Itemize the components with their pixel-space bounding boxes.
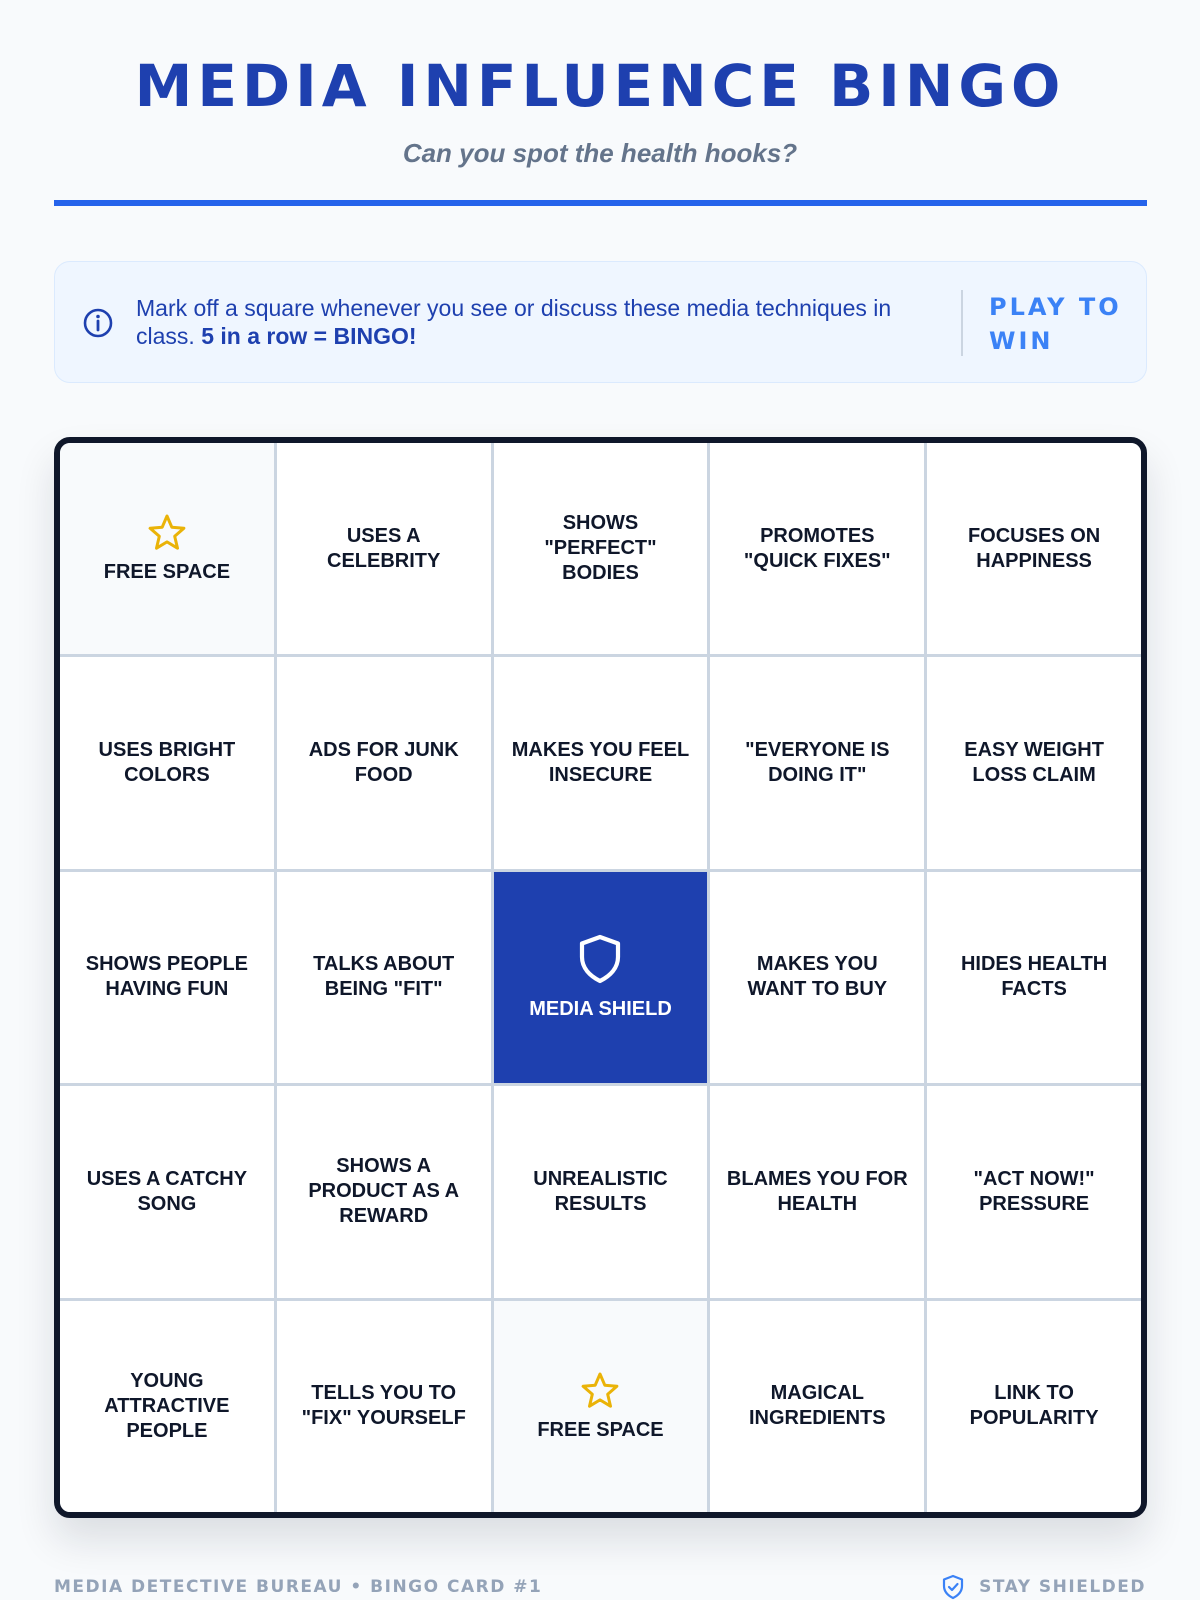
footer-tagline	[941, 1574, 1146, 1600]
bingo-cell-label: "EVERYONE IS DOING IT"	[745, 739, 890, 787]
bingo-cell-label: LINK TO POPULARITY	[969, 1382, 1099, 1430]
bingo-cell[interactable]	[494, 443, 708, 654]
bingo-cell-label: MEDIA SHIELD	[529, 997, 672, 1020]
bingo-cell-label: FREE SPACE	[537, 1418, 664, 1441]
banner-divider	[961, 290, 963, 356]
bingo-cell[interactable]	[60, 1301, 274, 1512]
bingo-cell[interactable]	[927, 1086, 1141, 1297]
bingo-cell-label: MAGICAL INGREDIENTS	[748, 1382, 886, 1430]
footer-credit: MEDIA DETECTIVE BUREAU • BINGO CARD #1	[54, 1577, 543, 1597]
bingo-cell[interactable]	[277, 1301, 491, 1512]
instructions-body: Mark off a square whenever you see or discuss these media techniques in class.	[136, 295, 892, 349]
bingo-cell[interactable]	[277, 872, 491, 1083]
instructions-text	[136, 294, 936, 350]
instructions-emphasis: 5 in a row = BINGO!	[201, 323, 417, 349]
bingo-cell[interactable]	[710, 872, 924, 1083]
page-subtitle: Can you spot the health hooks?	[402, 138, 798, 168]
center-cell[interactable]	[494, 872, 708, 1083]
bingo-cell[interactable]	[927, 443, 1141, 654]
bingo-cell-label: USES A CATCHY SONG	[86, 1167, 248, 1215]
bingo-cell-label: EASY WEIGHT LOSS CLAIM	[964, 739, 1104, 787]
bingo-cell[interactable]	[710, 1301, 924, 1512]
bingo-cell[interactable]	[710, 443, 924, 654]
info-icon	[82, 307, 114, 339]
star-icon	[579, 1370, 621, 1412]
free-space-cell[interactable]	[60, 443, 274, 654]
bingo-cell-label: "ACT NOW!" PRESSURE	[973, 1167, 1095, 1215]
free-space-cell[interactable]	[494, 1301, 708, 1512]
shield-check-icon	[941, 1574, 965, 1600]
bingo-cell[interactable]	[927, 872, 1141, 1083]
bingo-cell-label: SHOWS "PERFECT" BODIES	[544, 512, 657, 585]
bingo-cell[interactable]	[927, 1301, 1141, 1512]
bingo-cell[interactable]	[710, 657, 924, 868]
bingo-cell[interactable]	[494, 1086, 708, 1297]
bingo-cell[interactable]	[494, 657, 708, 868]
star-icon	[146, 512, 188, 554]
bingo-cell[interactable]	[60, 872, 274, 1083]
bingo-cell-label: MAKES YOU FEEL INSECURE	[511, 739, 690, 787]
bingo-cell-label: SHOWS PEOPLE HAVING FUN	[85, 953, 249, 1001]
instructions-banner	[54, 261, 1147, 383]
bingo-cell-label: UNREALISTIC RESULTS	[533, 1167, 668, 1215]
bingo-cell-label: TALKS ABOUT BEING "FIT"	[313, 953, 455, 1001]
bingo-cell-label: PROMOTES "QUICK FIXES"	[743, 524, 891, 572]
bingo-cell[interactable]	[277, 443, 491, 654]
bingo-cell-label: BLAMES YOU FOR HEALTH	[726, 1167, 908, 1215]
bingo-cell[interactable]	[277, 657, 491, 868]
bingo-cell-label: USES A CELEBRITY	[327, 524, 441, 572]
bingo-card	[54, 437, 1147, 1518]
bingo-cell-label: SHOWS A PRODUCT AS A REWARD	[308, 1155, 460, 1228]
bingo-cell-label: FOCUSES ON HAPPINESS	[967, 524, 1101, 572]
bingo-cell-label: USES BRIGHT COLORS	[98, 739, 236, 787]
bingo-cell-label: HIDES HEALTH FACTS	[960, 953, 1108, 1001]
page-title: MEDIA INFLUENCE BINGO	[134, 52, 1066, 120]
bingo-cell[interactable]	[60, 657, 274, 868]
bingo-cell-label: TELLS YOU TO "FIX" YOURSELF	[301, 1382, 466, 1430]
bingo-cell-label: MAKES YOU WANT TO BUY	[747, 953, 888, 1001]
footer-tagline-text: STAY SHIELDED	[979, 1577, 1146, 1597]
bingo-cell[interactable]	[60, 1086, 274, 1297]
shield-icon	[576, 933, 624, 985]
bingo-cell-label: YOUNG ATTRACTIVE PEOPLE	[104, 1369, 230, 1442]
play-to-win-label: PLAY TO WIN	[989, 293, 1122, 355]
bingo-cell[interactable]	[710, 1086, 924, 1297]
bingo-cell[interactable]	[927, 657, 1141, 868]
bingo-cell-label: FREE SPACE	[103, 561, 231, 584]
bingo-cell-label: ADS FOR JUNK FOOD	[308, 739, 459, 787]
title-divider	[54, 200, 1147, 206]
bingo-cell[interactable]	[277, 1086, 491, 1297]
